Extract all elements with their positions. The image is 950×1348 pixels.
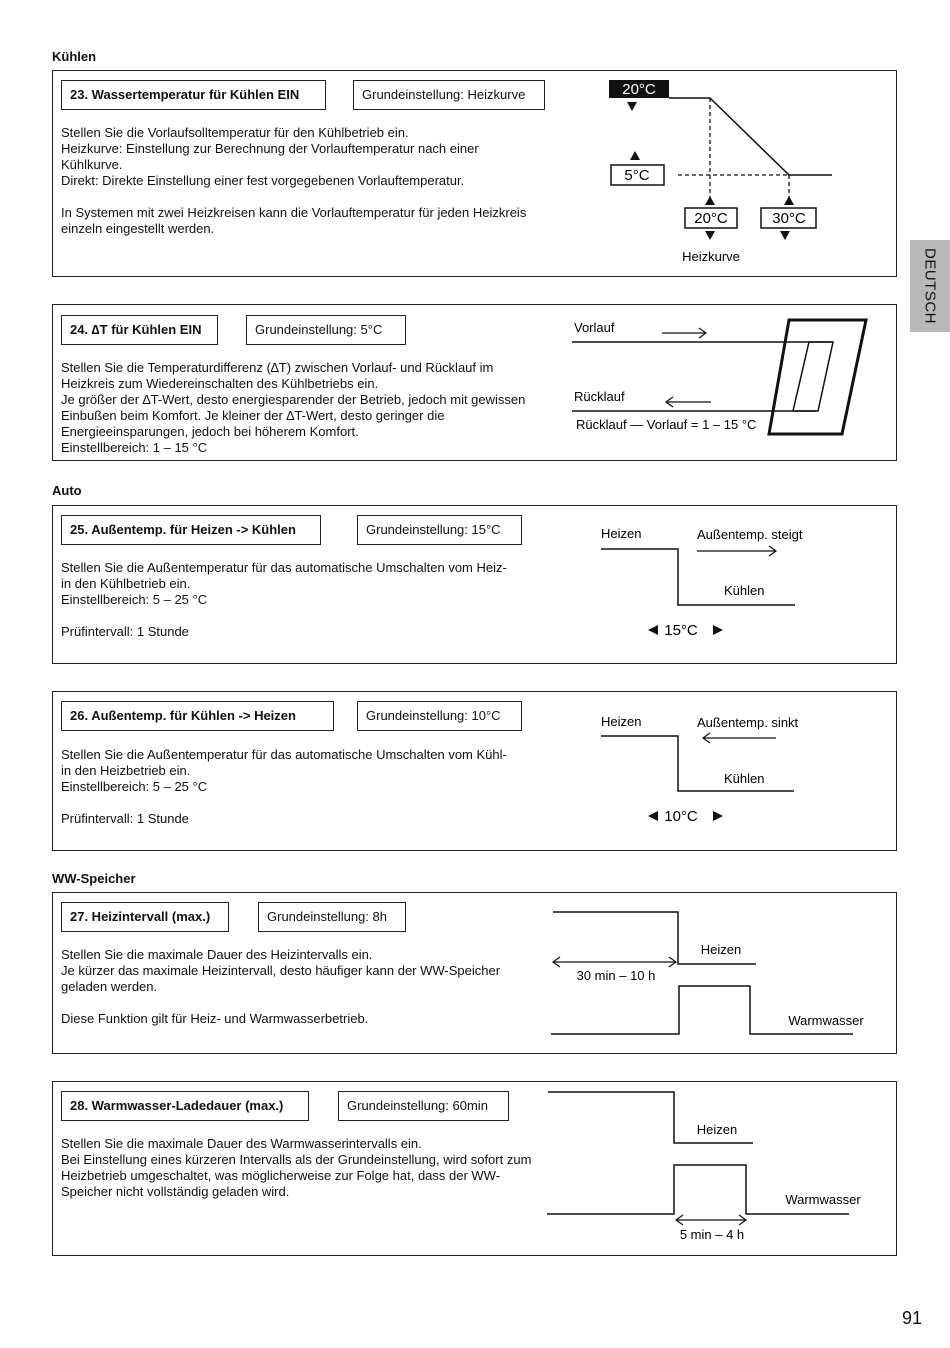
up-triangle-icon: [705, 196, 715, 205]
panel-25: [52, 505, 897, 664]
heizkurve-label: Heizkurve: [682, 249, 740, 264]
panel-27-title: 27. Heizintervall (max.): [61, 902, 229, 932]
panel-26-title: 26. Außentemp. für Kühlen -> Heizen: [61, 701, 334, 731]
panel-27-description: [61, 947, 531, 1027]
panel-23: [52, 70, 897, 277]
low-value-text: 5°C: [624, 167, 650, 184]
heating-label: Heizen: [601, 714, 642, 729]
section-title-ww-speicher: WW-Speicher: [52, 871, 136, 886]
panel-28-description: [61, 1136, 541, 1200]
dhw-label: Warmwasser: [788, 1013, 864, 1028]
cooling-label: Kühlen: [724, 583, 765, 598]
switch-value: 15°C: [664, 622, 698, 639]
panel-23-default: Grundeinstellung: Heizkurve: [353, 80, 545, 110]
trend-label: Außentemp. steigt: [697, 527, 803, 542]
panel-28-default: Grundeinstellung: 60min: [338, 1091, 509, 1121]
dhw-label: Warmwasser: [785, 1192, 861, 1207]
outer-parallelogram: [769, 320, 866, 434]
left-triangle-icon: [648, 811, 658, 821]
panel-24-desc-para-1: Stellen Sie die Temperaturdifferenz (∆T) zwischen Vorlauf- und Rücklauf im Heizkreis zum Wiedereinschalten des Kühlbetriebs ein. Je größer der ∆T-Wert, desto energiesparender der Betrieb, jedoch mit gewissen Einbußen beim Komfort. Je kleiner der ∆T-Wert, desto geringer die Energieeinsparungen, jedoch bei höherem Komfort. Einstellbereich: 1 – 15 °C: [61, 360, 526, 455]
panel-25-description: [61, 560, 541, 640]
page-number: 91: [902, 1308, 923, 1328]
x1-text: 20°C: [694, 210, 728, 227]
heating-label: Heizen: [696, 1122, 738, 1137]
left-triangle-icon: [648, 625, 658, 635]
down-triangle-icon: [627, 102, 637, 111]
panel-23-description: [61, 125, 531, 237]
panel-25-title: 25. Außentemp. für Heizen -> Kühlen: [61, 515, 321, 545]
up-triangle-icon: [630, 151, 640, 160]
language-tab: [910, 240, 950, 332]
section-title-kuehlen: Kühlen: [52, 49, 97, 64]
curve-line: [669, 98, 832, 175]
panel-28-title: 28. Warmwasser-Ladedauer (max.): [61, 1091, 309, 1121]
panel-27-default: Grundeinstellung: 8h: [258, 902, 406, 932]
panel-24-description: [61, 360, 531, 456]
heizkurve-diagram: [601, 75, 891, 273]
up-triangle-icon: [784, 196, 794, 205]
heating-label: Heizen: [700, 942, 742, 957]
section-title-auto: Auto: [52, 483, 82, 498]
heating-interval-diagram: [548, 898, 893, 1048]
panel-26-description: [61, 747, 541, 827]
panel-23-desc-para-1: Stellen Sie die Vorlaufsolltemperatur für den Kühlbetrieb ein. Heizkurve: Einstellung zur Berechnung der Vorlauftemperatur nach einer Kühlkurve. Direkt: Direkte Einstellung einer fest vorgegebenen Vorlauftemperatur.: [61, 125, 479, 188]
dhw-charge-diagram: [543, 1087, 893, 1252]
trend-label: Außentemp. sinkt: [697, 715, 799, 730]
panel-24-default: Grundeinstellung: 5°C: [246, 315, 406, 345]
heat-to-cool-diagram: [593, 516, 883, 656]
return-label: Rücklauf: [574, 389, 625, 404]
cool-to-heat-diagram: [593, 702, 883, 842]
panel-28: [52, 1081, 897, 1256]
panel-27-desc-para-2: Diese Funktion gilt für Heiz- und Warmwasserbetrieb.: [61, 1011, 369, 1026]
down-triangle-icon: [705, 231, 715, 240]
panel-25-default: Grundeinstellung: 15°C: [357, 515, 522, 545]
panel-24-title: 24. ∆T für Kühlen EIN: [61, 315, 218, 345]
panel-23-desc-para-2: In Systemen mit zwei Heizkreisen kann die Vorlauftemperatur für jeden Heizkreis einzeln eingestellt werden.: [61, 205, 527, 236]
x2-text: 30°C: [772, 210, 806, 227]
right-triangle-icon: [713, 811, 723, 821]
switch-line: [601, 549, 795, 605]
switch-value: 10°C: [664, 808, 698, 825]
inner-parallelogram: [793, 342, 833, 411]
panel-26-desc-para-2: Prüfintervall: 1 Stunde: [61, 811, 189, 826]
panel-28-desc-para-1: Stellen Sie die maximale Dauer des Warmwasserintervalls ein. Bei Einstellung eines kürzeren Intervalls als der Grundeinstellung, wird sofort zum Heizbetrieb umgeschaltet, was möglicherweise zur Folge hat, dass der WW-Speicher nicht vollständig geladen wird.: [61, 1136, 532, 1199]
down-triangle-icon: [780, 231, 790, 240]
delta-t-range: Rücklauf — Vorlauf = 1 – 15 °C: [576, 417, 757, 432]
panel-27-desc-para-1: Stellen Sie die maximale Dauer des Heizintervalls ein. Je kürzer das maximale Heizintervall, desto häufiger kann der WW-Speicher geladen werden.: [61, 947, 501, 994]
panel-26: [52, 691, 897, 851]
panel-24: [52, 304, 897, 461]
panel-26-desc-para-1: Stellen Sie die Außentemperatur für das automatische Umschalten vom Kühl- in den Heizbetrieb ein. Einstellbereich: 5 – 25 °C: [61, 747, 507, 794]
panel-23-title: 23. Wassertemperatur für Kühlen EIN: [61, 80, 326, 110]
flow-label: Vorlauf: [574, 320, 615, 335]
switch-line: [601, 736, 794, 791]
panel-25-desc-para-2: Prüfintervall: 1 Stunde: [61, 624, 189, 639]
right-triangle-icon: [713, 625, 723, 635]
panel-27: [52, 892, 897, 1054]
cooling-label: Kühlen: [724, 771, 765, 786]
panel-25-desc-para-1: Stellen Sie die Außentemperatur für das automatische Umschalten vom Heiz- in den Kühlbetrieb ein. Einstellbereich: 5 – 25 °C: [61, 560, 507, 607]
top-value-text: 20°C: [622, 81, 656, 98]
panel-26-default: Grundeinstellung: 10°C: [357, 701, 522, 731]
heating-label: Heizen: [601, 526, 642, 541]
range-label: 30 min – 10 h: [576, 968, 656, 983]
range-label: 5 min – 4 h: [679, 1227, 745, 1242]
delta-t-diagram: [563, 307, 893, 457]
language-tab-label: DEUTSCH: [921, 247, 939, 325]
